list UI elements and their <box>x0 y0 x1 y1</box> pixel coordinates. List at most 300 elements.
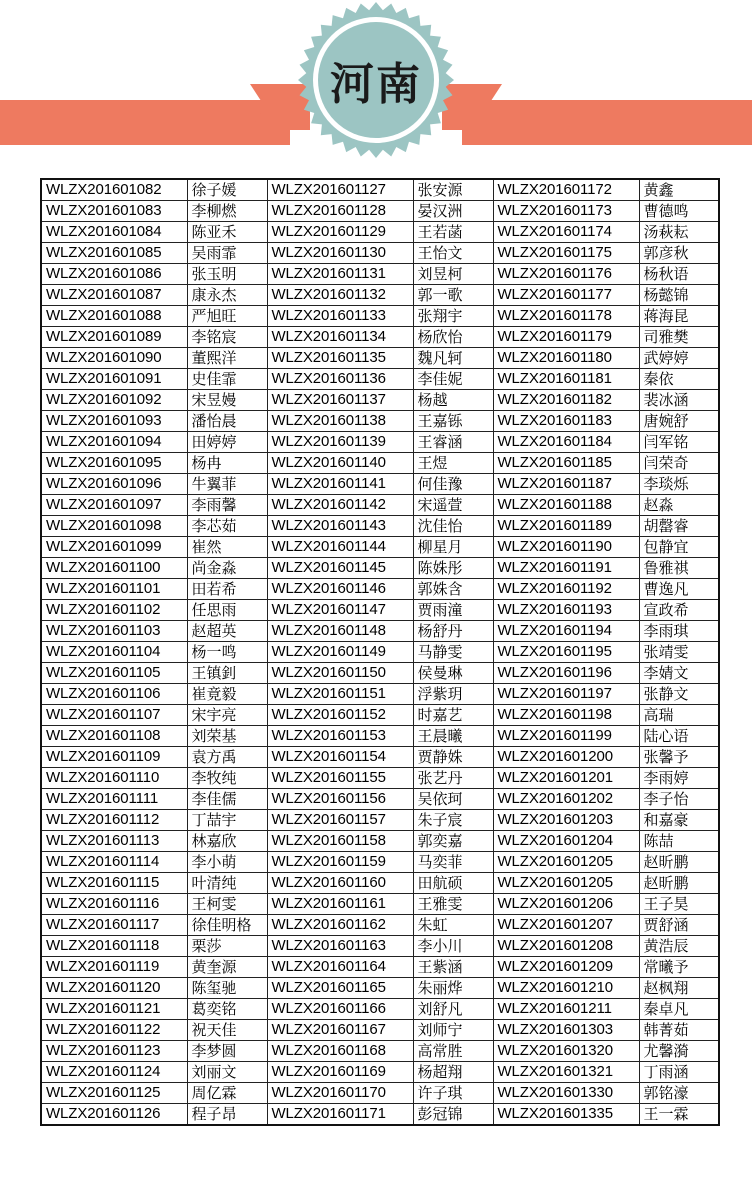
student-name-cell: 秦依 <box>639 369 719 390</box>
student-id-cell: WLZX201601103 <box>41 621 187 642</box>
table-row <box>41 747 719 768</box>
student-id-cell: WLZX201601194 <box>493 621 639 642</box>
table-row <box>41 264 719 285</box>
student-name-cell: 李雨馨 <box>187 495 267 516</box>
student-name-cell: 刘昱柯 <box>413 264 493 285</box>
student-name-cell: 朱子宸 <box>413 810 493 831</box>
student-name-cell: 刘师宁 <box>413 1020 493 1041</box>
student-id-cell: WLZX201601113 <box>41 831 187 852</box>
student-id-cell: WLZX201601181 <box>493 369 639 390</box>
table-row <box>41 411 719 432</box>
student-name-cell: 郭姝含 <box>413 579 493 600</box>
student-id-cell: WLZX201601155 <box>267 768 413 789</box>
student-id-cell: WLZX201601196 <box>493 663 639 684</box>
student-id-cell: WLZX201601145 <box>267 558 413 579</box>
student-name-cell: 郭彦秋 <box>639 243 719 264</box>
student-name-cell: 李佳妮 <box>413 369 493 390</box>
student-id-cell: WLZX201601087 <box>41 285 187 306</box>
student-name-cell: 尤馨漪 <box>639 1041 719 1062</box>
student-name-cell: 李婧文 <box>639 663 719 684</box>
student-id-cell: WLZX201601178 <box>493 306 639 327</box>
student-id-cell: WLZX201601166 <box>267 999 413 1020</box>
student-id-cell: WLZX201601182 <box>493 390 639 411</box>
student-id-cell: WLZX201601169 <box>267 1062 413 1083</box>
student-id-cell: WLZX201601172 <box>493 179 639 201</box>
student-id-cell: WLZX201601156 <box>267 789 413 810</box>
table-row <box>41 558 719 579</box>
student-name-cell: 闫军铭 <box>639 432 719 453</box>
table-row <box>41 999 719 1020</box>
student-id-cell: WLZX201601211 <box>493 999 639 1020</box>
student-name-cell: 李子怡 <box>639 789 719 810</box>
table-row <box>41 684 719 705</box>
student-id-cell: WLZX201601209 <box>493 957 639 978</box>
student-name-cell: 郭一歌 <box>413 285 493 306</box>
table-row <box>41 936 719 957</box>
student-name-cell: 栗莎 <box>187 936 267 957</box>
student-name-cell: 高瑞 <box>639 705 719 726</box>
table-row <box>41 915 719 936</box>
student-name-cell: 郭铭濠 <box>639 1083 719 1104</box>
student-name-cell: 董熙洋 <box>187 348 267 369</box>
table-row <box>41 179 719 201</box>
student-id-cell: WLZX201601158 <box>267 831 413 852</box>
table-row <box>41 474 719 495</box>
student-id-cell: WLZX201601114 <box>41 852 187 873</box>
student-name-cell: 闫荣奇 <box>639 453 719 474</box>
student-id-cell: WLZX201601146 <box>267 579 413 600</box>
student-id-cell: WLZX201601175 <box>493 243 639 264</box>
table-row <box>41 306 719 327</box>
student-id-cell: WLZX201601160 <box>267 873 413 894</box>
student-id-cell: WLZX201601127 <box>267 179 413 201</box>
student-name-cell: 李牧纯 <box>187 768 267 789</box>
student-id-cell: WLZX201601112 <box>41 810 187 831</box>
student-id-cell: WLZX201601116 <box>41 894 187 915</box>
student-name-cell: 李雨婷 <box>639 768 719 789</box>
student-name-cell: 丁雨涵 <box>639 1062 719 1083</box>
table-row <box>41 1062 719 1083</box>
student-name-cell: 许子琪 <box>413 1083 493 1104</box>
student-name-cell: 鲁雅祺 <box>639 558 719 579</box>
student-id-cell: WLZX201601205 <box>493 873 639 894</box>
student-id-cell: WLZX201601163 <box>267 936 413 957</box>
student-name-cell: 陈亚禾 <box>187 222 267 243</box>
student-id-cell: WLZX201601185 <box>493 453 639 474</box>
student-name-cell: 程子昂 <box>187 1104 267 1126</box>
student-id-cell: WLZX201601128 <box>267 201 413 222</box>
student-name-cell: 尚金淼 <box>187 558 267 579</box>
student-id-cell: WLZX201601210 <box>493 978 639 999</box>
student-id-cell: WLZX201601205 <box>493 852 639 873</box>
student-name-cell: 柳星月 <box>413 537 493 558</box>
student-id-cell: WLZX201601107 <box>41 705 187 726</box>
student-name-cell: 陈喆 <box>639 831 719 852</box>
table-row <box>41 726 719 747</box>
student-id-cell: WLZX201601142 <box>267 495 413 516</box>
student-name-cell: 徐佳明格 <box>187 915 267 936</box>
student-name-cell: 叶清纯 <box>187 873 267 894</box>
student-id-cell: WLZX201601204 <box>493 831 639 852</box>
student-id-cell: WLZX201601091 <box>41 369 187 390</box>
student-name-cell: 李梦圆 <box>187 1041 267 1062</box>
table-row <box>41 663 719 684</box>
region-title: 河南 <box>330 59 422 110</box>
student-id-cell: WLZX201601199 <box>493 726 639 747</box>
student-name-cell: 袁方禹 <box>187 747 267 768</box>
student-name-cell: 丁喆宇 <box>187 810 267 831</box>
student-name-cell: 司雅樊 <box>639 327 719 348</box>
student-name-cell: 贾静姝 <box>413 747 493 768</box>
student-id-cell: WLZX201601195 <box>493 642 639 663</box>
student-id-cell: WLZX201601098 <box>41 516 187 537</box>
student-name-cell: 潘怡晨 <box>187 411 267 432</box>
student-id-cell: WLZX201601188 <box>493 495 639 516</box>
student-id-cell: WLZX201601136 <box>267 369 413 390</box>
student-name-cell: 李琰烁 <box>639 474 719 495</box>
student-name-cell: 周亿霖 <box>187 1083 267 1104</box>
student-id-cell: WLZX201601108 <box>41 726 187 747</box>
student-id-cell: WLZX201601088 <box>41 306 187 327</box>
student-id-cell: WLZX201601330 <box>493 1083 639 1104</box>
student-id-cell: WLZX201601157 <box>267 810 413 831</box>
table-row <box>41 285 719 306</box>
student-id-cell: WLZX201601100 <box>41 558 187 579</box>
student-name-cell: 张靖雯 <box>639 642 719 663</box>
table-row <box>41 894 719 915</box>
table-row <box>41 453 719 474</box>
student-id-cell: WLZX201601121 <box>41 999 187 1020</box>
student-id-cell: WLZX201601150 <box>267 663 413 684</box>
student-name-cell: 黄鑫 <box>639 179 719 201</box>
student-name-cell: 汤萩耘 <box>639 222 719 243</box>
student-name-cell: 陈玺驰 <box>187 978 267 999</box>
student-name-cell: 时嘉艺 <box>413 705 493 726</box>
student-id-cell: WLZX201601130 <box>267 243 413 264</box>
student-name-cell: 黄奎源 <box>187 957 267 978</box>
table-row <box>41 243 719 264</box>
student-name-cell: 黄浩辰 <box>639 936 719 957</box>
student-id-cell: WLZX201601171 <box>267 1104 413 1126</box>
student-id-cell: WLZX201601168 <box>267 1041 413 1062</box>
student-id-cell: WLZX201601320 <box>493 1041 639 1062</box>
student-name-cell: 彭冠锦 <box>413 1104 493 1126</box>
student-id-cell: WLZX201601132 <box>267 285 413 306</box>
student-name-cell: 赵淼 <box>639 495 719 516</box>
student-name-cell: 崔竟毅 <box>187 684 267 705</box>
student-id-cell: WLZX201601176 <box>493 264 639 285</box>
student-id-cell: WLZX201601191 <box>493 558 639 579</box>
student-id-cell: WLZX201601125 <box>41 1083 187 1104</box>
student-id-cell: WLZX201601154 <box>267 747 413 768</box>
student-id-cell: WLZX201601183 <box>493 411 639 432</box>
student-name-cell: 陈姝彤 <box>413 558 493 579</box>
student-id-cell: WLZX201601085 <box>41 243 187 264</box>
student-id-cell: WLZX201601096 <box>41 474 187 495</box>
student-name-cell: 武婷婷 <box>639 348 719 369</box>
left-ribbon <box>0 100 290 145</box>
student-id-cell: WLZX201601117 <box>41 915 187 936</box>
student-id-cell: WLZX201601143 <box>267 516 413 537</box>
student-name-cell: 张翔宇 <box>413 306 493 327</box>
student-id-cell: WLZX201601147 <box>267 600 413 621</box>
student-id-cell: WLZX201601174 <box>493 222 639 243</box>
student-name-cell: 王雅雯 <box>413 894 493 915</box>
student-id-cell: WLZX201601101 <box>41 579 187 600</box>
region-banner <box>0 0 752 170</box>
student-name-cell: 陆心语 <box>639 726 719 747</box>
student-id-cell: WLZX201601151 <box>267 684 413 705</box>
student-name-cell: 胡罄睿 <box>639 516 719 537</box>
student-id-cell: WLZX201601093 <box>41 411 187 432</box>
student-id-cell: WLZX201601095 <box>41 453 187 474</box>
student-name-cell: 刘荣基 <box>187 726 267 747</box>
student-id-cell: WLZX201601123 <box>41 1041 187 1062</box>
student-id-cell: WLZX201601097 <box>41 495 187 516</box>
student-name-cell: 康永杰 <box>187 285 267 306</box>
student-name-cell: 任思雨 <box>187 600 267 621</box>
student-id-cell: WLZX201601118 <box>41 936 187 957</box>
student-name-cell: 裴冰涵 <box>639 390 719 411</box>
student-name-cell: 魏凡轲 <box>413 348 493 369</box>
student-name-cell: 徐子媛 <box>187 179 267 201</box>
student-id-cell: WLZX201601165 <box>267 978 413 999</box>
student-name-cell: 王嘉铄 <box>413 411 493 432</box>
student-name-cell: 李芯茹 <box>187 516 267 537</box>
student-name-cell: 王晨曦 <box>413 726 493 747</box>
student-name-cell: 王紫涵 <box>413 957 493 978</box>
right-ribbon <box>462 100 752 145</box>
student-id-cell: WLZX201601152 <box>267 705 413 726</box>
student-id-cell: WLZX201601090 <box>41 348 187 369</box>
student-name-cell: 王煜 <box>413 453 493 474</box>
student-id-cell: WLZX201601159 <box>267 852 413 873</box>
student-name-cell: 何佳豫 <box>413 474 493 495</box>
table-row <box>41 1104 719 1126</box>
student-name-cell: 沈佳怡 <box>413 516 493 537</box>
student-name-cell: 宋宇亮 <box>187 705 267 726</box>
table-row <box>41 1041 719 1062</box>
student-name-cell: 张艺丹 <box>413 768 493 789</box>
student-name-cell: 杨秋语 <box>639 264 719 285</box>
student-id-cell: WLZX201601120 <box>41 978 187 999</box>
student-name-cell: 杨一鸣 <box>187 642 267 663</box>
student-name-cell: 李小萌 <box>187 852 267 873</box>
student-name-cell: 秦卓凡 <box>639 999 719 1020</box>
student-name-cell: 宣政希 <box>639 600 719 621</box>
student-id-cell: WLZX201601089 <box>41 327 187 348</box>
student-id-cell: WLZX201601206 <box>493 894 639 915</box>
student-id-cell: WLZX201601094 <box>41 432 187 453</box>
table-row <box>41 642 719 663</box>
student-id-cell: WLZX201601184 <box>493 432 639 453</box>
table-row <box>41 852 719 873</box>
student-id-cell: WLZX201601139 <box>267 432 413 453</box>
student-id-cell: WLZX201601187 <box>493 474 639 495</box>
student-id-cell: WLZX201601153 <box>267 726 413 747</box>
student-id-cell: WLZX201601189 <box>493 516 639 537</box>
table-row <box>41 957 719 978</box>
student-id-cell: WLZX201601141 <box>267 474 413 495</box>
student-name-cell: 杨懿锦 <box>639 285 719 306</box>
student-name-cell: 李铭宸 <box>187 327 267 348</box>
student-name-cell: 田若希 <box>187 579 267 600</box>
student-name-cell: 和嘉豪 <box>639 810 719 831</box>
student-name-cell: 王一霖 <box>639 1104 719 1126</box>
student-id-cell: WLZX201601177 <box>493 285 639 306</box>
table-row <box>41 621 719 642</box>
student-name-cell: 林嘉欣 <box>187 831 267 852</box>
student-id-cell: WLZX201601105 <box>41 663 187 684</box>
student-id-cell: WLZX201601137 <box>267 390 413 411</box>
student-name-cell: 张馨予 <box>639 747 719 768</box>
student-name-cell: 赵超英 <box>187 621 267 642</box>
table-row <box>41 222 719 243</box>
student-name-cell: 唐婉舒 <box>639 411 719 432</box>
table-row <box>41 1020 719 1041</box>
student-id-cell: WLZX201601179 <box>493 327 639 348</box>
student-name-cell: 常曦予 <box>639 957 719 978</box>
student-name-cell: 侯曼琳 <box>413 663 493 684</box>
student-name-cell: 浮紫玥 <box>413 684 493 705</box>
student-name-cell: 史佳霏 <box>187 369 267 390</box>
student-id-cell: WLZX201601190 <box>493 537 639 558</box>
student-id-cell: WLZX201601208 <box>493 936 639 957</box>
student-name-cell: 刘丽文 <box>187 1062 267 1083</box>
table-row <box>41 978 719 999</box>
table-row <box>41 705 719 726</box>
student-id-cell: WLZX201601203 <box>493 810 639 831</box>
table-row <box>41 600 719 621</box>
student-id-cell: WLZX201601133 <box>267 306 413 327</box>
student-id-cell: WLZX201601162 <box>267 915 413 936</box>
student-name-cell: 赵昕鹏 <box>639 873 719 894</box>
table-row <box>41 768 719 789</box>
student-id-cell: WLZX201601109 <box>41 747 187 768</box>
student-id-cell: WLZX201601084 <box>41 222 187 243</box>
student-id-cell: WLZX201601099 <box>41 537 187 558</box>
student-id-cell: WLZX201601167 <box>267 1020 413 1041</box>
student-name-cell: 张玉明 <box>187 264 267 285</box>
table-row <box>41 831 719 852</box>
table-row <box>41 390 719 411</box>
table-row <box>41 201 719 222</box>
student-id-cell: WLZX201601192 <box>493 579 639 600</box>
student-id-cell: WLZX201601161 <box>267 894 413 915</box>
student-id-cell: WLZX201601138 <box>267 411 413 432</box>
student-id-cell: WLZX201601149 <box>267 642 413 663</box>
student-name-cell: 杨冉 <box>187 453 267 474</box>
student-name-cell: 崔然 <box>187 537 267 558</box>
student-id-cell: WLZX201601082 <box>41 179 187 201</box>
roster-body <box>41 179 719 1125</box>
student-id-cell: WLZX201601115 <box>41 873 187 894</box>
student-name-cell: 祝天佳 <box>187 1020 267 1041</box>
student-name-cell: 马奕菲 <box>413 852 493 873</box>
student-name-cell: 朱虹 <box>413 915 493 936</box>
table-row <box>41 810 719 831</box>
student-id-cell: WLZX201601131 <box>267 264 413 285</box>
student-name-cell: 吴依珂 <box>413 789 493 810</box>
student-name-cell: 朱丽烨 <box>413 978 493 999</box>
student-id-cell: WLZX201601144 <box>267 537 413 558</box>
student-name-cell: 李小川 <box>413 936 493 957</box>
student-name-cell: 韩菁茹 <box>639 1020 719 1041</box>
table-row <box>41 873 719 894</box>
student-id-cell: WLZX201601092 <box>41 390 187 411</box>
table-row <box>41 495 719 516</box>
student-name-cell: 郭奕嘉 <box>413 831 493 852</box>
table-row <box>41 789 719 810</box>
student-id-cell: WLZX201601129 <box>267 222 413 243</box>
table-row <box>41 369 719 390</box>
student-id-cell: WLZX201601193 <box>493 600 639 621</box>
student-name-cell: 杨越 <box>413 390 493 411</box>
student-name-cell: 贾雨潼 <box>413 600 493 621</box>
student-name-cell: 吴雨霏 <box>187 243 267 264</box>
student-name-cell: 王子昊 <box>639 894 719 915</box>
table-row <box>41 432 719 453</box>
student-name-cell: 王若菡 <box>413 222 493 243</box>
student-id-cell: WLZX201601102 <box>41 600 187 621</box>
student-id-cell: WLZX201601124 <box>41 1062 187 1083</box>
student-id-cell: WLZX201601201 <box>493 768 639 789</box>
student-name-cell: 赵枫翔 <box>639 978 719 999</box>
student-name-cell: 贾舒涵 <box>639 915 719 936</box>
student-name-cell: 宋昱嫚 <box>187 390 267 411</box>
student-name-cell: 杨欣怡 <box>413 327 493 348</box>
roster-table <box>40 178 720 1126</box>
student-id-cell: WLZX201601321 <box>493 1062 639 1083</box>
student-id-cell: WLZX201601106 <box>41 684 187 705</box>
student-name-cell: 王柯雯 <box>187 894 267 915</box>
student-id-cell: WLZX201601122 <box>41 1020 187 1041</box>
student-name-cell: 高常胜 <box>413 1041 493 1062</box>
student-name-cell: 蒋海昆 <box>639 306 719 327</box>
table-row <box>41 327 719 348</box>
student-id-cell: WLZX201601207 <box>493 915 639 936</box>
student-id-cell: WLZX201601303 <box>493 1020 639 1041</box>
student-name-cell: 王镇釗 <box>187 663 267 684</box>
student-id-cell: WLZX201601110 <box>41 768 187 789</box>
student-name-cell: 曹逸凡 <box>639 579 719 600</box>
student-name-cell: 李雨琪 <box>639 621 719 642</box>
student-name-cell: 葛奕铭 <box>187 999 267 1020</box>
student-id-cell: WLZX201601198 <box>493 705 639 726</box>
student-id-cell: WLZX201601164 <box>267 957 413 978</box>
student-id-cell: WLZX201601135 <box>267 348 413 369</box>
student-name-cell: 曹德鸣 <box>639 201 719 222</box>
table-row <box>41 348 719 369</box>
student-id-cell: WLZX201601126 <box>41 1104 187 1126</box>
student-name-cell: 杨超翔 <box>413 1062 493 1083</box>
student-name-cell: 杨舒丹 <box>413 621 493 642</box>
student-id-cell: WLZX201601083 <box>41 201 187 222</box>
student-name-cell: 王怡文 <box>413 243 493 264</box>
student-name-cell: 田航硕 <box>413 873 493 894</box>
student-name-cell: 宋遥萱 <box>413 495 493 516</box>
student-name-cell: 张安源 <box>413 179 493 201</box>
student-name-cell: 田婷婷 <box>187 432 267 453</box>
student-name-cell: 李柳燃 <box>187 201 267 222</box>
student-name-cell: 张静文 <box>639 684 719 705</box>
table-row <box>41 537 719 558</box>
student-id-cell: WLZX201601180 <box>493 348 639 369</box>
student-name-cell: 赵昕鹏 <box>639 852 719 873</box>
student-id-cell: WLZX201601170 <box>267 1083 413 1104</box>
student-name-cell: 李佳儒 <box>187 789 267 810</box>
student-id-cell: WLZX201601104 <box>41 642 187 663</box>
